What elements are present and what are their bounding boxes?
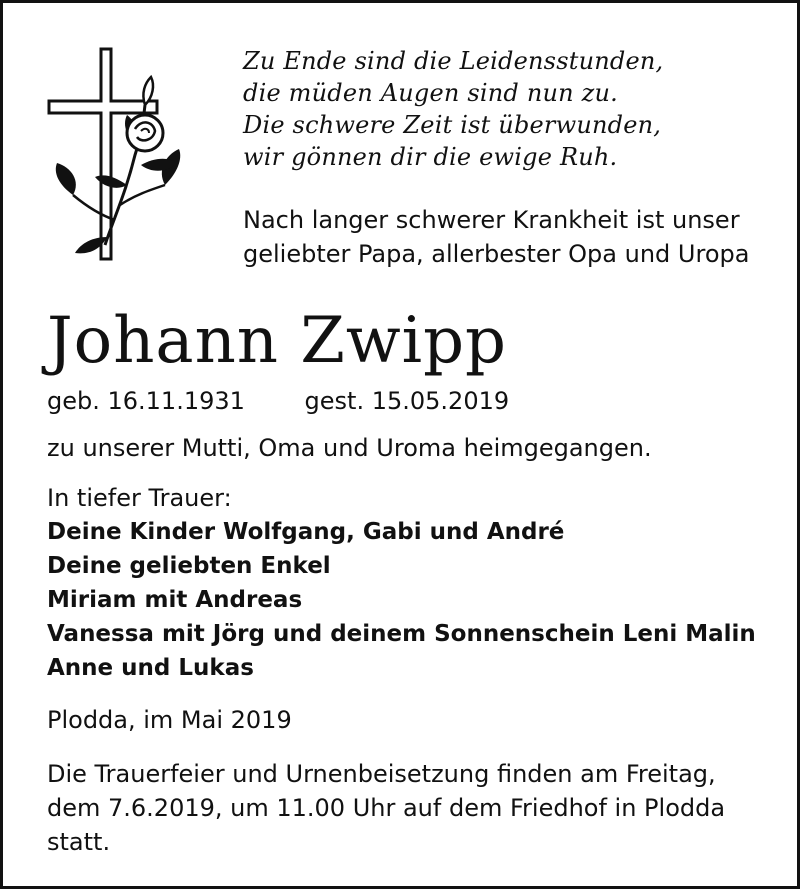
ceremony-line: dem 7.6.2019, um 11.00 Uhr auf dem Friedhof in Plodda (47, 794, 726, 822)
death-date: gest. 15.05.2019 (304, 387, 510, 415)
mourner-entry: Vanessa mit Jörg und deinem Sonnenschein Leni Malin (47, 621, 756, 647)
ceremony-line: Die Trauerfeier und Urnenbeisetzung finden am Freitag, (47, 760, 716, 788)
mourner-entry: Miriam mit Andreas (47, 587, 303, 613)
intro-line: Nach langer schwerer Krankheit ist unser (243, 206, 740, 234)
mourner-entry: Deine geliebten Enkel (47, 553, 331, 579)
ceremony-line: statt. (47, 828, 111, 856)
deceased-name: Johann Zwipp (47, 304, 507, 378)
poem-line: wir gönnen dir die ewige Ruh. (243, 143, 618, 171)
mourner-list (47, 515, 756, 685)
poem-line: die müden Augen sind nun zu. (243, 79, 618, 107)
mourning-heading: In tiefer Trauer: (47, 484, 232, 512)
poem-line: Zu Ende sind die Leidensstunden, (243, 47, 664, 75)
life-dates (47, 385, 509, 417)
passing-text: zu unserer Mutti, Oma und Uroma heimgegangen. (47, 434, 652, 462)
mourner-entry: Deine Kinder Wolfgang, Gabi und André (47, 519, 565, 545)
intro-text (243, 203, 788, 271)
birth-date: geb. 16.11.1931 (47, 387, 245, 415)
cross-with-rose-icon (45, 45, 185, 265)
intro-line: geliebter Papa, allerbester Opa und Uropa (243, 240, 750, 268)
poem-line: Die schwere Zeit ist überwunden, (243, 111, 662, 139)
mourner-entry: Anne und Lukas (47, 655, 254, 681)
ceremony-info (47, 757, 767, 859)
place-date: Plodda, im Mai 2019 (47, 706, 292, 734)
poem (243, 45, 783, 173)
